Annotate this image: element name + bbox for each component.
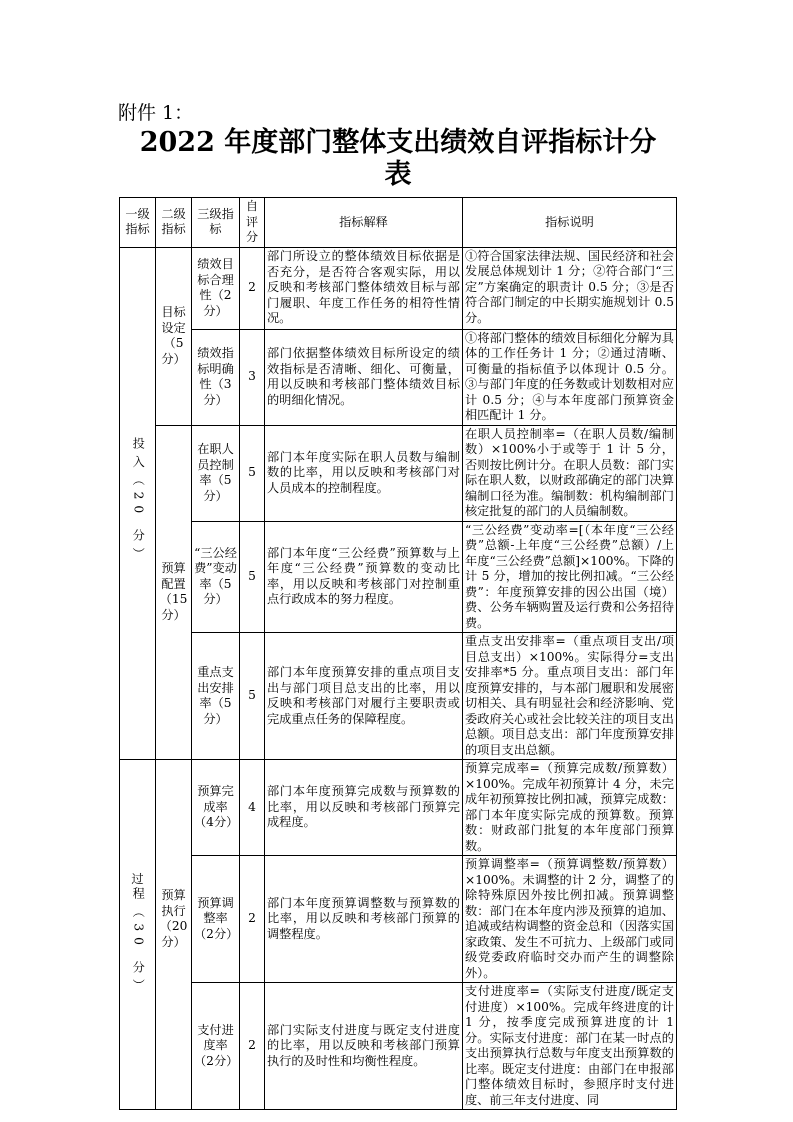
indicator-cell: 支付进度率（2分） [192,983,240,1110]
explanation-cell: 部门所设立的整体绩效目标依据是否充分，是否符合客观实际，用以反映和考核部门整体绩效目标与部门履职、年度工作任务的相符性情况。 [265,247,463,329]
indicator-cell: “三公经费”变动率（5分） [192,521,240,633]
table-row [120,329,677,425]
score-cell: 5 [240,521,265,633]
explanation-cell: 部门本年度预算完成数与预算数的比率，用以反映和考核部门预算完成程度。 [265,760,463,856]
level2-target: 目标设定（5分） [156,247,192,425]
description-cell: 重点支出安排率=（重点项目支出/项目总支出）×100%。实际得分=支出安排率*5 分。重点项目支出：部门年度预算安排的，与本部门履职和发展密切相关、具有明显社会和经济影响、党委政府关心或社会比较关注的项目支出总额。项目总支出：部门年度预算安排的项目支出总额。 [463,633,677,760]
explanation-cell: 部门本年度实际在职人员数与编制数的比率，用以反映和考核部门对人员成本的控制程度。 [265,425,463,521]
description-cell: 预算完成率=（预算完成数/预算数）×100%。完成年初预算计 4 分，未完成年初预算按比例扣减，预算完成数：部门本年度实际完成的预算数。预算数：财政部门批复的本年度部门预算数。 [463,760,677,856]
level1-process-bottom: 程（30 分） [131,887,146,998]
col-header-score: 自评分 [240,198,265,248]
indicator-cell: 预算完成率（4分） [192,760,240,856]
col-header-level1: 一级指标 [120,198,156,248]
indicator-cell: 在职人员控制率（5分） [192,425,240,521]
description-cell: “三公经费”变动率=[（本年度“三公经费”总额-上年度“三公经费”总额）/上年度“三公经费”总额]×100%。下降的计 5 分，增加的按比例扣减。“三公经费”：年度预算安排的因公出国（境）费、公务车辆购置及运行费和公务招待费。 [463,521,677,633]
table-row [120,760,677,856]
level1-input-label: 投入（20 分） [131,436,146,566]
score-cell: 3 [240,329,265,425]
document-title-continued: 表 [384,159,412,190]
description-cell: 支付进度率=（实际支付进度/既定支付进度）×100%。完成年终进度的计 1 分，按季度完成预算进度的计 1 分。实际支付进度：部门在某一时点的支出预算执行总数与年度支出预算数的比率。既定支付进度：由部门在申报部门整体绩效目标时，参照序时支付进度、前三年支付进度、同 [463,983,677,1110]
explanation-cell: 部门本年度预算安排的重点项目支出与部门项目总支出的比率，用以反映和考核部门对履行主要职责或完成重点任务的保障程度。 [265,633,463,760]
table-row [120,633,677,760]
score-cell: 5 [240,633,265,760]
level2-budget-exec-bottom [156,983,192,1110]
col-header-description: 指标说明 [463,198,677,248]
col-header-level2: 二级指标 [156,198,192,248]
description-cell: 预算调整率=（预算调整数/预算数）×100%。未调整的计 2 分，调整了的除特殊原因外按比例扣减。预算调整数：部门在本年度内涉及预算的追加、追减或结构调整的资金总和（因落实国家政策、发生不可抗力、上级部门或同级党委政府临时交办而产生的调整除外）。 [463,856,677,983]
score-table [119,197,677,1110]
description-cell: ①符合国家法律法规、国民经济和社会发展总体规划计 1 分；②符合部门“三定”方案确定的职责计 0.5 分；③是否符合部门制定的中长期实施规划计 0.5 分。 [463,247,677,329]
attachment-label: 附件 1： [118,102,194,124]
explanation-cell: 部门本年度预算调整数与预算数的比率，用以反映和考核部门预算的调整程度。 [265,856,463,983]
table-header-row [120,198,677,248]
score-cell: 5 [240,425,265,521]
table-row [120,247,677,329]
level1-process-wrapper [122,832,153,1038]
table-row [120,425,677,521]
indicator-cell: 绩效指标明确性（3分） [192,329,240,425]
score-cell: 2 [240,983,265,1110]
table-row [120,983,677,1110]
score-cell: 2 [240,247,265,329]
indicator-cell: 预算调整率（2分） [192,856,240,983]
indicator-cell: 绩效目标合理性（2分） [192,247,240,329]
table-row [120,521,677,633]
explanation-cell: 部门实际支付进度与既定支付进度的比率，用以反映和考核部门预算执行的及时性和均衡性程度。 [265,983,463,1110]
score-cell: 4 [240,760,265,856]
description-cell: ①将部门整体的绩效目标细化分解为具体的工作任务计 1 分；②通过清晰、可衡量的指标值予以体现计 0.5 分。③与部门年度的任务数或计划数相对应计 0.5 分；④与本年度部门预算资金相匹配计 1 分。 [463,329,677,425]
col-header-level3: 三级指标 [192,198,240,248]
table-row [120,856,677,983]
level2-budget-exec-top [156,760,192,856]
level1-input [120,247,156,760]
level2-budget-exec: 预算执行（20分） [156,856,192,983]
explanation-cell: 部门本年度“三公经费”预算数与上年度“三公经费”预算数的变动比率，用以反映和考核部门对控制重点行政成本的努力程度。 [265,521,463,633]
document-title: 2022 年度部门整体支出绩效自评指标计分 [139,127,657,158]
explanation-cell: 部门依据整体绩效目标所设定的绩效指标是否清晰、细化、可衡量，用以反映和考核部门整体绩效目标的明细化情况。 [265,329,463,425]
indicator-cell: 重点支出安排率（5分） [192,633,240,760]
col-header-explanation: 指标解释 [265,198,463,248]
level1-process [120,760,156,1110]
level2-budget-config: 预算配置（15分） [156,425,192,760]
level1-process-top: 过 [131,871,144,886]
score-cell: 2 [240,856,265,983]
description-cell: 在职人员控制率=（在职人员数/编制数）×100%小于或等于 1 计 5 分，否则按比例计分。在职人员数：部门实际在职人数，以财政部确定的部门决算编制口径为准。编制数：机构编制部门核定批复的部门的人员编制数。 [463,425,677,521]
